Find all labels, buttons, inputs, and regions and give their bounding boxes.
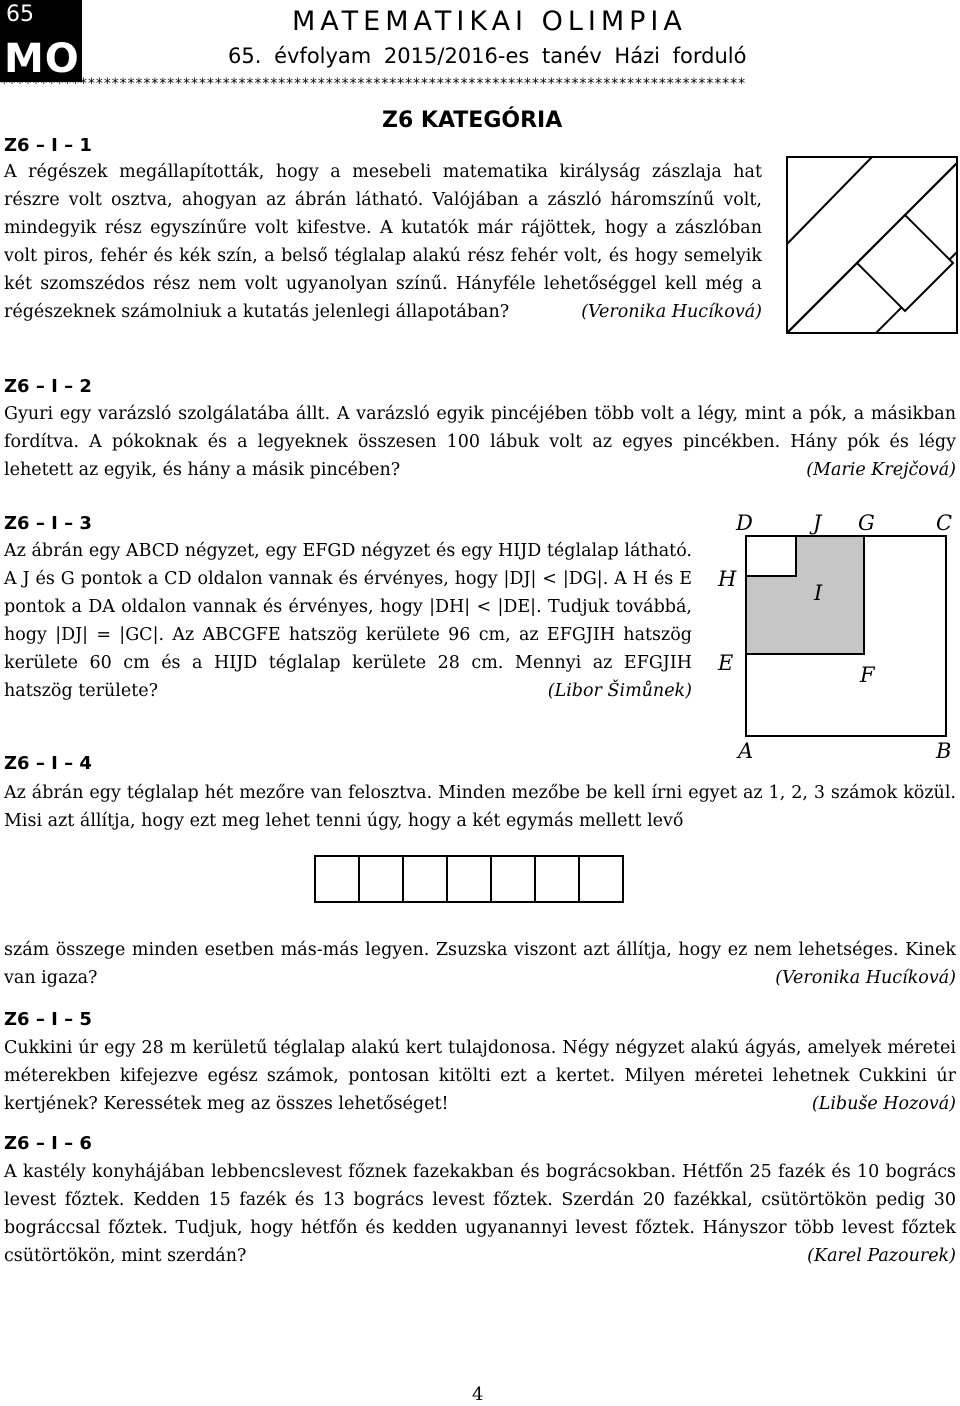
label-g: G <box>858 511 875 535</box>
label-i: I <box>814 581 823 605</box>
star-divider: ********************************************************************************************** <box>0 76 746 92</box>
label-e: E <box>718 651 734 675</box>
flag-figure <box>786 156 958 334</box>
flag-line-1 <box>787 157 872 244</box>
flag-inner-rectangle <box>857 215 953 311</box>
label-f: F <box>860 663 875 687</box>
cell-6 <box>534 855 580 903</box>
page-number: 4 <box>472 1384 484 1405</box>
seven-cell-rectangle <box>314 855 624 903</box>
cell-3 <box>402 855 448 903</box>
problem-5-text <box>4 1034 956 1118</box>
problem-1-heading: Z6 – I – 1 <box>4 135 92 156</box>
problem-3-heading: Z6 – I – 3 <box>4 513 92 534</box>
cell-5 <box>490 855 536 903</box>
logo-number: 65 <box>6 2 34 27</box>
cell-2 <box>358 855 404 903</box>
squares-figure <box>700 500 960 770</box>
problem-2-text <box>4 400 956 484</box>
problem-6-body: A kastély konyhájában lebbencslevest főznek fazekakban és bográcsokban. Hétfőn 25 fazék és 10 bogrács levest főztek. Kedden 15 fazék és 13 bogrács levest főztek. Szerdán 20 fazékkal, csütörtökön pedig 30 bográccsal főztek. Tudjuk, hogy hétfőn és kedden ugyanannyi levest főztek. Hányszor több levest főztek csütörtökön, mint szerdán? <box>4 1162 956 1266</box>
label-h: H <box>718 567 737 591</box>
problem-6-author: (Karel Pazourek) <box>807 1246 956 1266</box>
label-c: C <box>936 511 953 535</box>
problem-1-text <box>4 158 762 326</box>
problem-2-heading: Z6 – I – 2 <box>4 376 92 397</box>
logo-text: MO <box>4 36 80 82</box>
mo-logo <box>0 0 82 82</box>
cell-1 <box>314 855 360 903</box>
problem-2-author: (Marie Krejčová) <box>806 460 956 480</box>
problem-4-body-b: szám összege minden esetben más-más legyen. Zsuzska viszont azt állítja, hogy ez nem lehetséges. Kinek van igaza? <box>4 940 956 988</box>
problem-1-author: (Veronika Hucíková) <box>581 302 762 322</box>
label-d: D <box>736 511 753 535</box>
category-heading: Z6 KATEGÓRIA <box>382 108 563 133</box>
problem-4-author: (Veronika Hucíková) <box>775 968 956 988</box>
label-j: J <box>813 511 822 535</box>
problem-3-body: Az ábrán egy ABCD négyzet, egy EFGD négyzet és egy HIJD téglalap látható. A J és G pontok a CD oldalon vannak és érvényes, hogy |DJ| < |DG|. A H és E pontok a DA oldalon vannak és érvényes, hogy |DH| < |DE|. Tudjuk továbbá, hogy |DJ| = |GC|. Az ABCGFE hatszög kerülete 96 cm, az EFGJIH hatszög kerülete 60 cm és a HIJD téglalap kerülete 28 cm. Mennyi az EFGJIH hatszög területe? <box>4 541 692 701</box>
problem-6-text <box>4 1158 956 1270</box>
cell-4 <box>446 855 492 903</box>
label-a: A <box>738 739 754 763</box>
cell-7 <box>578 855 624 903</box>
problem-6-heading: Z6 – I – 6 <box>4 1133 92 1154</box>
problem-3-text <box>4 537 692 705</box>
problem-4-text-b <box>4 936 956 992</box>
problem-2-body: Gyuri egy varázsló szolgálatába állt. A varázsló egyik pincéjében több volt a légy, mint a pók, a másikban fordítva. A pókoknak és a legyeknek összesen 100 lábuk volt az egyes pincékben. Hány pók és légy lehetett az egyik, és hány a másik pincében? <box>4 404 956 480</box>
page-subtitle: 65. évfolyam 2015/2016-es tanév Házi forduló <box>228 44 747 68</box>
problem-4-heading: Z6 – I – 4 <box>4 753 92 774</box>
label-b: B <box>936 739 952 763</box>
problem-1-body: A régészek megállapították, hogy a mesebeli matematika királyság zászlaja hat részre volt osztva, ahogyan az ábrán látható. Valójában a zászló háromszínű volt, mindegyik rész egyszínűre volt kifestve. A kutatók már rájöttek, hogy a zászlóban volt piros, fehér és kék szín, a belső téglalap alakú rész fehér volt, és hogy semelyik két szomszédos rész nem volt ugyanolyan színű. Hányféle lehetőséggel kell még a régészeknek számolniuk a kutatás jelenlegi állapotában? <box>4 162 762 322</box>
page-title: MATEMATIKAI OLIMPIA <box>292 6 687 37</box>
problem-5-author: (Libuše Hozová) <box>811 1094 956 1114</box>
problem-5-body: Cukkini úr egy 28 m kerületű téglalap alakú kert tulajdonosa. Négy négyzet alakú ágyás, amelyek méretei méterekben kifejezve egész számok, pontosan kitölti ezt a kertet. Milyen méretei lehetnek Cukkini úr kertjének? Keressétek meg az összes lehetőséget! <box>4 1038 956 1114</box>
rectangle-hijd <box>746 536 796 576</box>
problem-3-author: (Libor Šimůnek) <box>547 681 692 701</box>
problem-5-heading: Z6 – I – 5 <box>4 1009 92 1030</box>
problem-4-text-a: Az ábrán egy téglalap hét mezőre van felosztva. Minden mezőbe be kell írni egyet az 1, 2, 3 számok közül. Misi azt állítja, hogy ezt meg lehet tenni úgy, hogy a két egymás mellett levő <box>4 783 956 831</box>
